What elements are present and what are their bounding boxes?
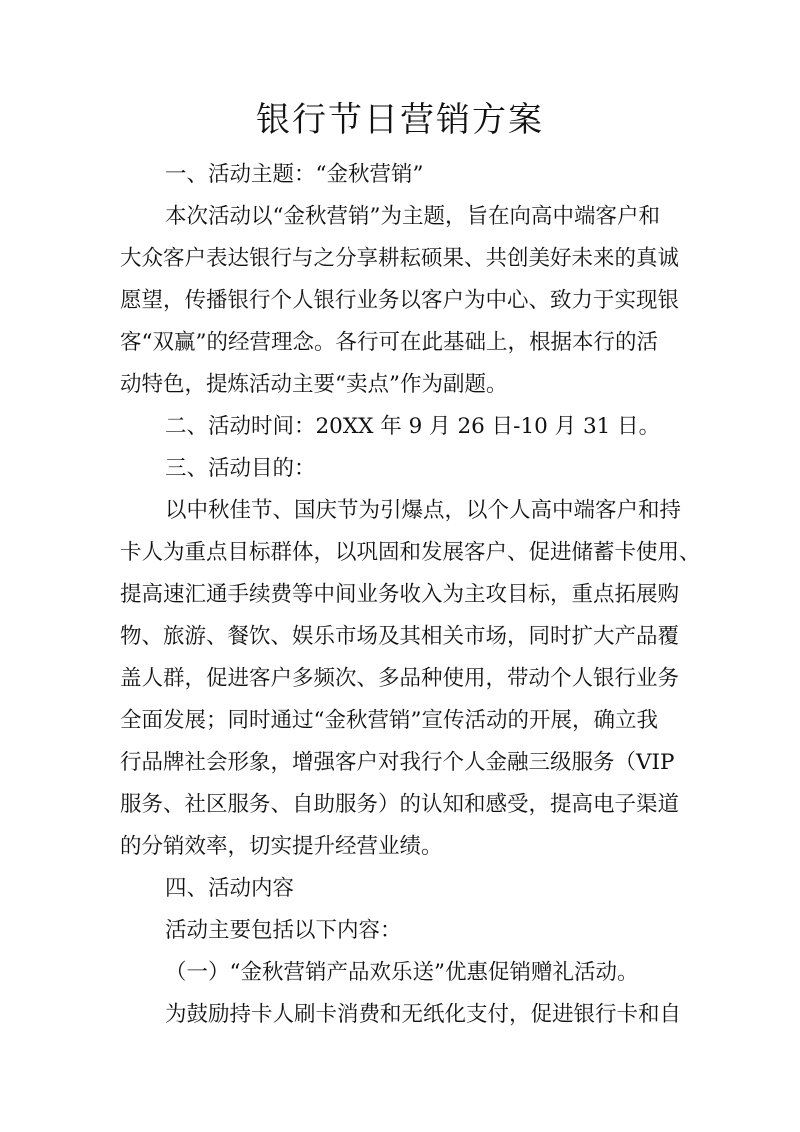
paragraph-line: 行品牌社会形象，增强客户对我行个人金融三级服务（VIP <box>120 750 675 775</box>
paragraph-line: 物、旅游、餐饮、娱乐市场及其相关市场，同时扩大产品覆 <box>120 624 680 649</box>
paragraph-line: 提高速汇通手续费等中间业务收入为主攻目标，重点拓展购 <box>120 582 680 607</box>
paragraph-line: 活动主要包括以下内容： <box>165 918 402 943</box>
paragraph-line: 卡人为重点目标群体，以巩固和发展客户、促进储蓄卡使用、 <box>120 540 701 565</box>
paragraph-line: 盖人群，促进客户多频次、多品种使用，带动个人银行业务 <box>120 666 680 691</box>
heading-activity-time: 二、活动时间：20XX 年 9 月 26 日-10 月 31 日。 <box>165 414 661 439</box>
paragraph-line: 以中秋佳节、国庆节为引爆点，以个人高中端客户和持 <box>165 498 682 523</box>
paragraph-line: 服务、社区服务、自助服务）的认知和感受，提高电子渠道 <box>120 792 680 817</box>
paragraph-line: 全面发展；同时通过“金秋营销”宣传活动的开展，确立我 <box>120 708 658 733</box>
subheading-promotion: （一）“金秋营销产品欢乐送”优惠促销赠礼活动。 <box>165 960 639 985</box>
paragraph-line: 大众客户表达银行与之分享耕耘硕果、共创美好未来的真诚 <box>120 246 680 271</box>
paragraph-line: 客“双赢”的经营理念。各行可在此基础上，根据本行的活 <box>120 330 658 355</box>
paragraph-line: 本次活动以“金秋营销”为主题，旨在向高中端客户和 <box>165 204 660 229</box>
paragraph-line: 为鼓励持卡人刷卡消费和无纸化支付，促进银行卡和自 <box>165 1002 682 1027</box>
heading-activity-content: 四、活动内容 <box>165 876 295 901</box>
document-title: 银行节日营销方案 <box>256 100 544 140</box>
paragraph-line: 动特色，提炼活动主要“卖点”作为副题。 <box>120 372 508 397</box>
paragraph-line: 愿望，传播银行个人银行业务以客户为中心、致力于实现银 <box>120 288 680 313</box>
paragraph-line: 的分销效率，切实提升经营业绩。 <box>120 834 443 859</box>
heading-activity-theme: 一、活动主题：“金秋营销” <box>165 162 424 187</box>
heading-activity-purpose: 三、活动目的： <box>165 456 316 481</box>
